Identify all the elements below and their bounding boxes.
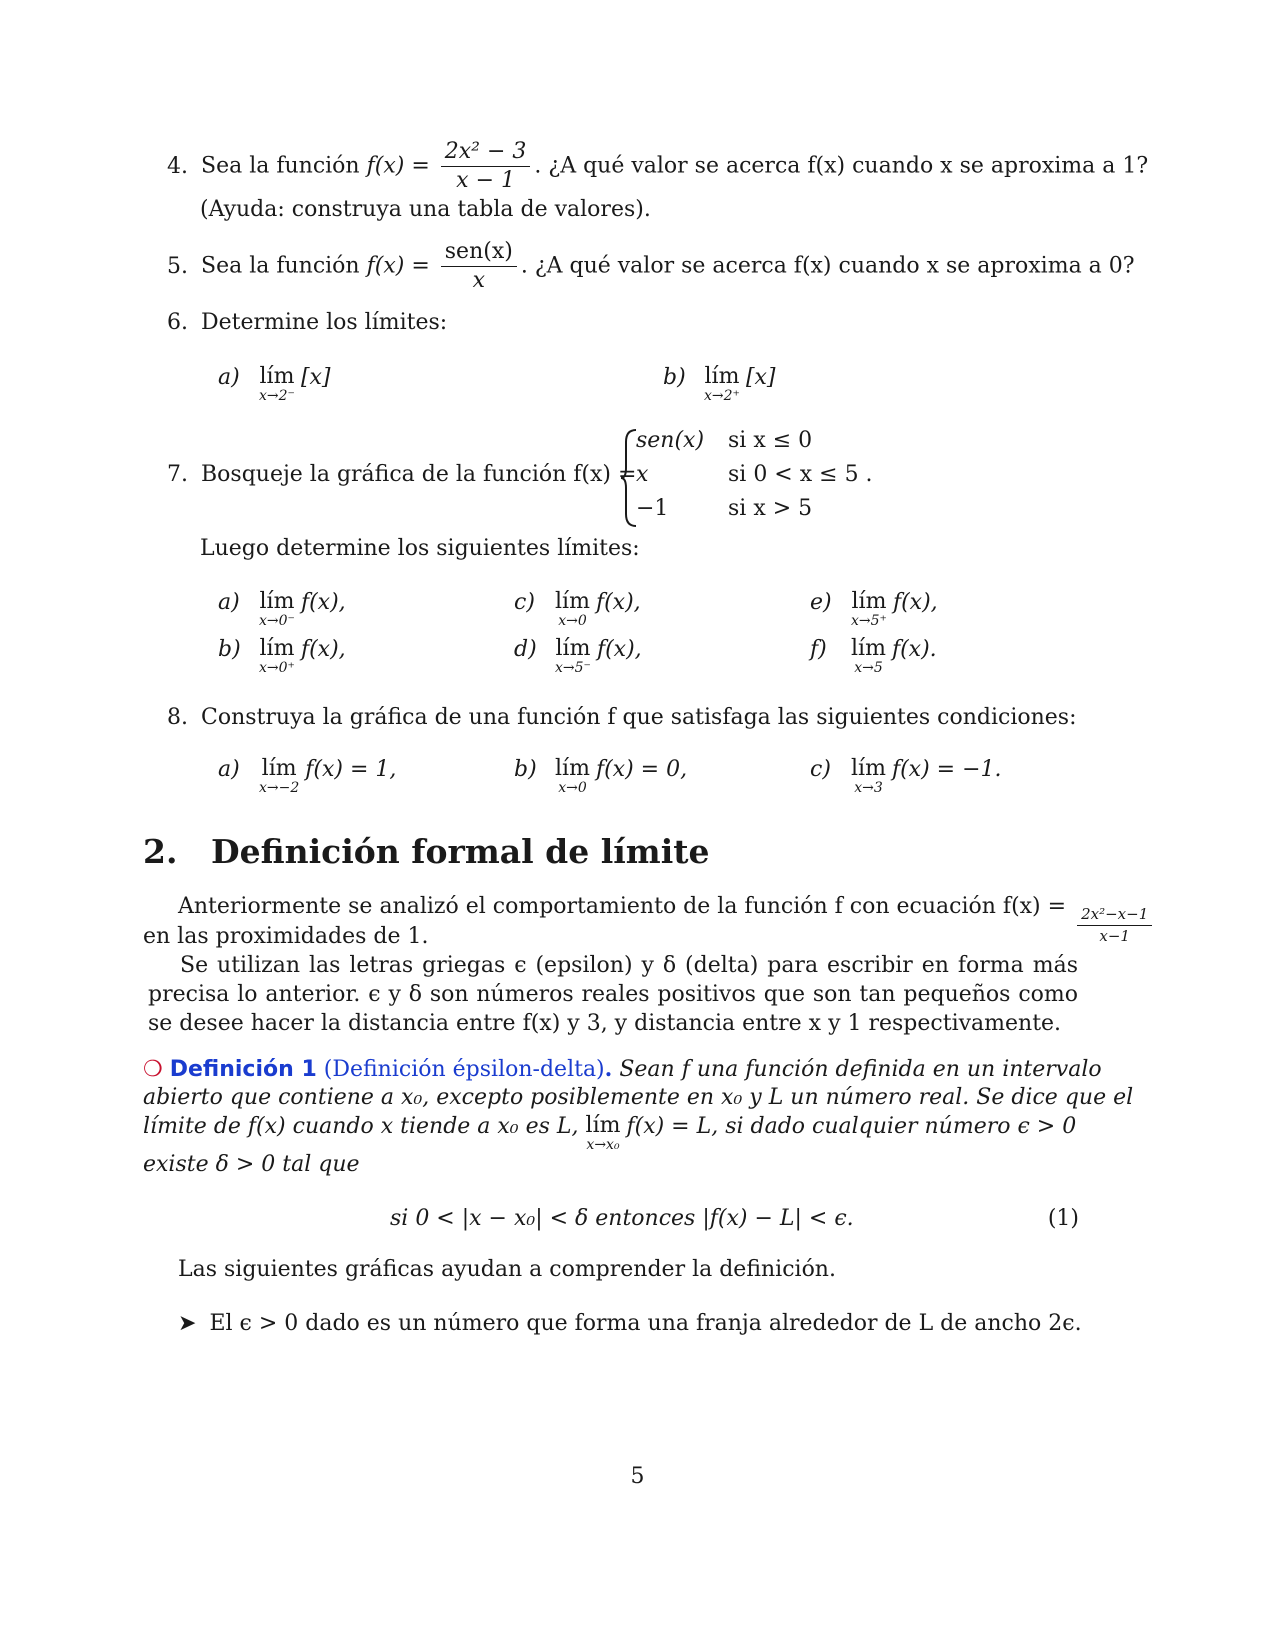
question-4	[158, 140, 1148, 193]
lim-text: lím	[555, 636, 591, 661]
limit-item	[514, 590, 641, 628]
question-7	[158, 462, 636, 487]
lim-subscript: x→5⁺	[851, 613, 887, 630]
arrow-bullet-icon: ➤	[178, 1311, 197, 1336]
item-label: a)	[218, 757, 240, 782]
page-number: 5	[630, 1464, 645, 1489]
case-value: sen(x)	[636, 428, 705, 453]
limit-item	[218, 637, 346, 675]
question-number: 4.	[167, 153, 188, 179]
item-label: c)	[514, 590, 535, 615]
limit-item	[514, 757, 687, 795]
limit-item	[218, 365, 331, 403]
question-number: 7.	[167, 462, 188, 487]
limit-operator	[586, 1114, 621, 1152]
limit-operator	[259, 365, 295, 403]
case-condition: si x ≤ 0	[728, 428, 813, 453]
question-6	[158, 310, 447, 335]
item-label: f)	[810, 637, 827, 662]
paragraph-1-end: en las proximidades de 1.	[143, 924, 429, 949]
section-number: 2.	[143, 832, 178, 871]
question-text: . ¿A qué valor se acerca f(x) cuando x se aproxima a 0?	[520, 253, 1135, 279]
limit-expression: f(x) = 1,	[305, 757, 397, 782]
fraction-denominator: x − 1	[456, 168, 515, 194]
lim-subscript: x→5⁻	[555, 660, 591, 677]
limit-item	[218, 757, 396, 795]
equation: si 0 < |x − x₀| < δ entonces |f(x) − L| < ϵ.	[390, 1206, 854, 1231]
lim-subscript: x→x₀	[586, 1137, 620, 1154]
function-label: f(x) =	[366, 153, 430, 179]
lim-subscript: x→2⁻	[259, 388, 295, 405]
lim-text: lím	[261, 756, 297, 781]
lim-subscript: x→2⁺	[704, 388, 740, 405]
bullet-item	[178, 1311, 1082, 1336]
definition-line-3	[143, 1114, 1076, 1152]
case-condition: si 0 < x ≤ 5 .	[728, 462, 873, 487]
limit-operator	[259, 590, 295, 628]
limit-operator	[555, 637, 591, 675]
question-4-hint: (Ayuda: construya una tabla de valores).	[200, 197, 651, 222]
fraction-numerator: sen(x)	[441, 240, 517, 267]
question-text: Construya la gráfica de una función f que satisfaga las siguientes condiciones:	[201, 705, 1077, 730]
question-8	[158, 705, 1077, 730]
circle-bullet-icon: ❍	[143, 1057, 163, 1082]
lim-subscript: x→0	[558, 780, 587, 797]
limit-expression: f(x),	[300, 590, 346, 615]
lim-text: lím	[259, 364, 295, 389]
equation-number: (1)	[1047, 1206, 1079, 1231]
lim-text: lím	[555, 756, 590, 781]
definition-line-1: ❍ Definición 1 (Definición épsilon-delta). Sean f una función definida en un intervalo	[143, 1056, 1102, 1082]
fraction	[1077, 906, 1152, 944]
definition-line-4: existe δ > 0 tal que	[143, 1152, 360, 1177]
limit-operator	[851, 757, 886, 795]
lim-text: lím	[259, 636, 295, 661]
case-condition: si x > 5	[728, 496, 813, 521]
question-text: Bosqueje la gráfica de la función f(x) =	[201, 462, 637, 487]
question-text: Sea la función	[201, 253, 360, 279]
limit-item	[514, 637, 642, 675]
lim-subscript: x→5	[854, 660, 883, 677]
question-number: 8.	[167, 705, 188, 730]
question-text: Sea la función	[201, 153, 360, 179]
fraction-denominator: x	[472, 268, 485, 294]
limit-expression: f(x),	[300, 637, 346, 662]
definition-text: f(x) = L, si dado cualquier número ϵ > 0	[626, 1114, 1077, 1139]
limit-expression: f(x).	[891, 637, 937, 662]
lim-subscript: x→0⁺	[259, 660, 295, 677]
limit-item	[663, 365, 776, 403]
item-label: c)	[810, 757, 831, 782]
lim-subscript: x→3	[854, 780, 883, 797]
item-label: b)	[514, 757, 537, 782]
section-title: Definición formal de límite	[211, 832, 710, 871]
fraction-denominator: x−1	[1099, 926, 1130, 945]
lim-text: lím	[555, 589, 590, 614]
question-text: . ¿A qué valor se acerca f(x) cuando x se aproxima a 1?	[534, 153, 1149, 179]
limit-expression: f(x) = 0,	[595, 757, 688, 782]
definition-title: Definición 1	[169, 1057, 317, 1082]
item-label: a)	[218, 590, 240, 615]
definition-subtitle: (Definición épsilon-delta)	[323, 1057, 605, 1082]
item-label: b)	[218, 637, 241, 662]
question-text: Determine los límites:	[201, 310, 448, 335]
fraction-numerator: 2x²−x−1	[1077, 906, 1152, 926]
limit-item	[810, 757, 1002, 795]
fraction-numerator: 2x² − 3	[441, 140, 531, 167]
case-value: −1	[636, 496, 669, 521]
lim-text: lím	[259, 589, 295, 614]
definition-text: Sean f una función definida en un intervalo	[619, 1057, 1102, 1082]
question-7-followup: Luego determine los siguientes límites:	[200, 536, 640, 561]
function-label: f(x) =	[366, 253, 430, 279]
definition-line-2: abierto que contiene a x₀, excepto posiblemente en x₀ y L un número real. Se dice que el	[143, 1085, 1134, 1110]
question-5	[158, 240, 1135, 293]
lim-text: lím	[585, 1113, 621, 1138]
paragraph-2: Se utilizan las letras griegas ϵ (epsilon) y δ (delta) para escribir en forma más precisa lo anterior. ϵ y δ son números reales positivos que son tan pequeños como se desee hacer la distancia entre f(x) y 3, y distancia entre x y 1 respectivamente.	[148, 953, 1078, 1036]
limit-operator	[555, 757, 590, 795]
bullet-text: El ϵ > 0 dado es un número que forma una franja alrededor de L de ancho 2ϵ.	[209, 1311, 1082, 1336]
item-label: e)	[810, 590, 832, 615]
limit-operator	[259, 637, 295, 675]
lim-text: lím	[851, 756, 886, 781]
lim-text: lím	[851, 636, 886, 661]
paragraph-3: Las siguientes gráficas ayudan a comprender la definición.	[178, 1257, 836, 1282]
lim-subscript: x→0	[558, 613, 587, 630]
paragraph-text: Anteriormente se analizó el comportamiento de la función f con ecuación f(x) =	[178, 894, 1067, 919]
limit-operator	[851, 590, 887, 628]
lim-subscript: x→−2	[259, 780, 300, 797]
definition-text: límite de f(x) cuando x tiende a x₀ es L,	[143, 1114, 579, 1139]
limit-expression: [x]	[745, 365, 776, 390]
limit-operator	[555, 590, 590, 628]
question-number: 6.	[167, 310, 188, 335]
case-value: x	[636, 462, 649, 487]
item-label: b)	[663, 365, 686, 390]
lim-text: lím	[851, 589, 887, 614]
limit-item	[810, 590, 938, 628]
limit-expression: f(x),	[892, 590, 938, 615]
item-label: a)	[218, 365, 240, 390]
limit-operator	[704, 365, 740, 403]
question-number: 5.	[167, 253, 188, 279]
limit-expression: [x]	[300, 365, 331, 390]
limit-expression: f(x) = −1.	[891, 757, 1002, 782]
limit-operator	[259, 757, 299, 795]
lim-subscript: x→0⁻	[259, 613, 295, 630]
limit-operator	[851, 637, 886, 675]
item-label: d)	[514, 637, 537, 662]
section-heading	[143, 832, 710, 871]
lim-text: lím	[704, 364, 740, 389]
limit-expression: f(x),	[595, 590, 641, 615]
limit-item	[218, 590, 346, 628]
fraction	[441, 140, 531, 193]
fraction	[441, 240, 517, 293]
limit-expression: f(x),	[596, 637, 642, 662]
limit-item	[810, 637, 937, 675]
